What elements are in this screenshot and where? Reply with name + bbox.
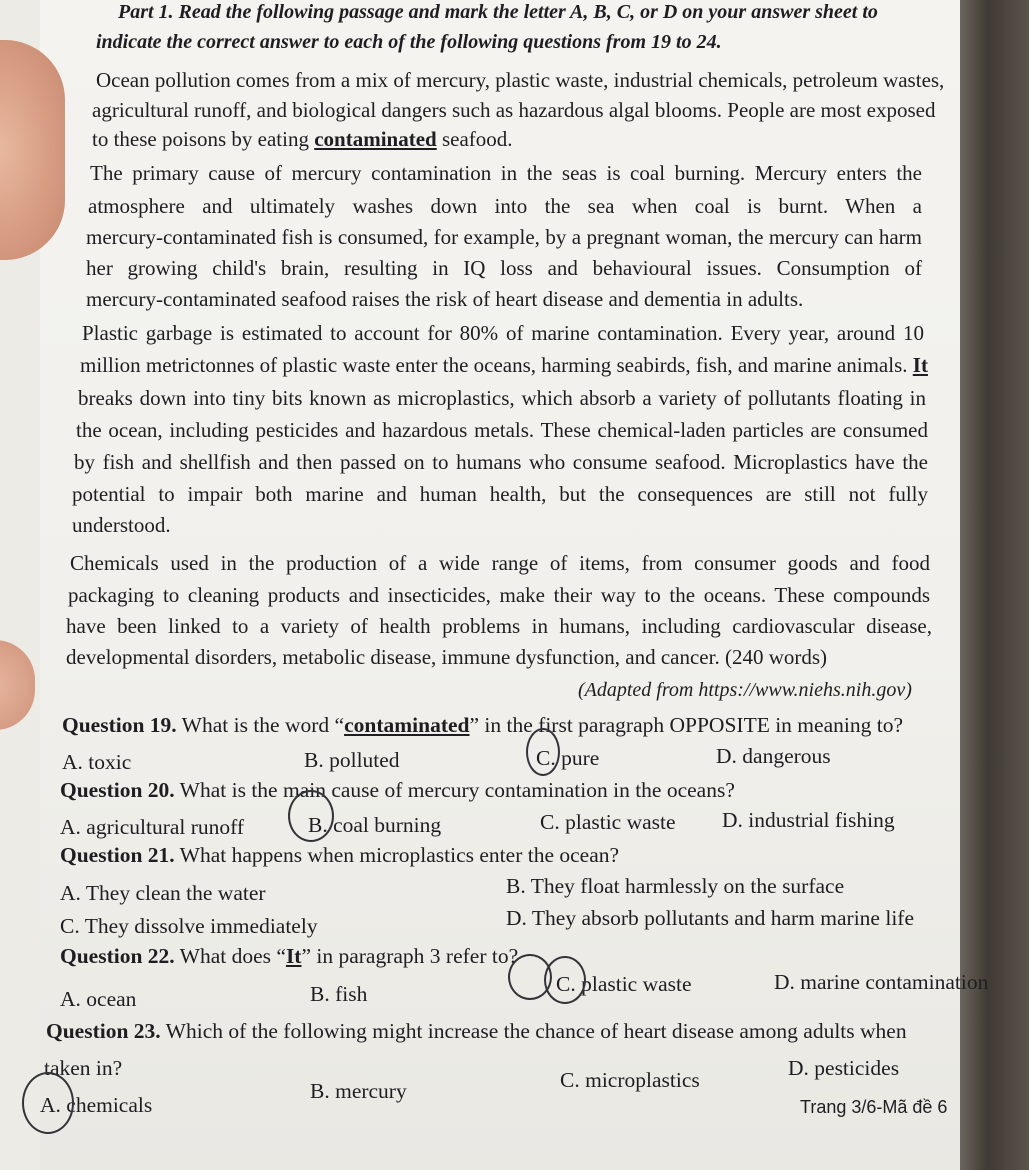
q23-option-b[interactable]: B. mercury — [310, 1079, 407, 1103]
q23-option-a[interactable]: A. chemicals — [40, 1093, 153, 1117]
p2-line-5: mercury-contaminated seafood raises the risk of heart disease and dementia in adults. — [86, 287, 804, 311]
q23-option-c[interactable]: C. microplastics — [560, 1068, 700, 1092]
question-22-text-post: ” in paragraph 3 refer to? — [301, 944, 519, 968]
question-20-text: What is the main cause of mercury contamination in the oceans? — [174, 778, 735, 802]
q22-option-c[interactable]: C. plastic waste — [556, 972, 692, 996]
q23-option-d[interactable]: D. pesticides — [788, 1056, 900, 1080]
part-title-line-2: indicate the correct answer to each of the following questions from 19 to 24. — [96, 31, 722, 53]
p1-line-1: Ocean pollution comes from a mix of mercury, plastic waste, industrial chemicals, petroleum wastes, — [96, 68, 945, 92]
question-19-keyword: contaminated — [344, 713, 470, 737]
p3-line-6: potential to impair both marine and human health, but the consequences are still not fully — [72, 482, 928, 506]
finger-holding-paper-lower — [0, 640, 35, 730]
q22-option-d[interactable]: D. marine contamination — [774, 970, 989, 994]
q22-option-a[interactable]: A. ocean — [60, 987, 137, 1011]
keyword-it: It — [912, 353, 928, 377]
question-22 — [60, 946, 518, 968]
p3-line-3: breaks down into tiny bits known as microplastics, which absorb a variety of pollutants floating in — [78, 386, 926, 410]
answer-circle-q20 — [288, 790, 334, 842]
question-23 — [46, 1021, 907, 1043]
p3-line-7: understood. — [72, 513, 171, 537]
p3-line-1: Plastic garbage is estimated to account for 80% of marine contamination. Every year, around 10 — [82, 321, 924, 345]
p4-line-2: packaging to cleaning products and insecticides, make their way to the oceans. These compounds — [68, 583, 930, 607]
p1-line-3 — [92, 129, 513, 150]
question-19-number: Question 19. — [62, 713, 177, 737]
answer-circle-q22 — [544, 956, 586, 1004]
question-20 — [60, 780, 735, 802]
question-20-number: Question 20. — [60, 778, 175, 802]
question-19-text-pre: What is the word “ — [176, 713, 345, 737]
finger-holding-paper — [0, 40, 65, 260]
question-21 — [60, 845, 619, 867]
q21-option-b[interactable]: B. They float harmlessly on the surface — [506, 874, 845, 898]
p2-line-4: her growing child's brain, resulting in IQ loss and behavioural issues. Consumption of — [86, 256, 922, 280]
question-21-text: What happens when microplastics enter the ocean? — [174, 843, 620, 867]
p3-line-2 — [80, 355, 926, 376]
question-22-text-pre: What does “ — [174, 944, 286, 968]
question-23-number: Question 23. — [46, 1019, 161, 1043]
p3-line-2-text: million metrictonnes of plastic waste enter the oceans, harming seabirds, fish, and marine animals. — [80, 353, 908, 377]
keyword-contaminated: contaminated — [314, 127, 437, 151]
p3-line-4: the ocean, including pesticides and hazardous metals. These chemical-laden particles are consumed — [76, 418, 928, 442]
page-footer: Trang 3/6-Mã đề 6 — [800, 1097, 948, 1117]
p2-line-2: atmosphere and ultimately washes down into the sea when coal is burnt. When a — [88, 194, 922, 218]
p4-line-3: have been linked to a variety of health problems in humans, including cardiovascular disease, — [66, 614, 932, 638]
p1-line-3-text: to these poisons by eating — [92, 127, 309, 151]
q20-option-a[interactable]: A. agricultural runoff — [60, 815, 245, 839]
part-title-line-1: Part 1. Read the following passage and mark the letter A, B, C, or D on your answer sheet to — [118, 1, 878, 23]
q20-option-b[interactable]: B. coal burning — [308, 813, 442, 837]
q19-option-b[interactable]: B. polluted — [304, 748, 400, 772]
question-19-text-post: ” in the first paragraph OPPOSITE in meaning to? — [469, 713, 903, 737]
q21-option-c[interactable]: C. They dissolve immediately — [60, 914, 318, 938]
question-19 — [62, 715, 903, 737]
p2-line-1: The primary cause of mercury contamination in the seas is coal burning. Mercury enters the — [90, 161, 922, 185]
p4-line-4: developmental disorders, metabolic disease, immune dysfunction, and cancer. (240 words) — [66, 645, 828, 669]
source-citation: (Adapted from https://www.niehs.nih.gov) — [578, 679, 912, 701]
q19-option-d[interactable]: D. dangerous — [716, 744, 831, 768]
p2-line-3: mercury-contaminated fish is consumed, for example, by a pregnant woman, the mercury can harm — [86, 225, 922, 249]
question-21-number: Question 21. — [60, 843, 175, 867]
p1-line-2: agricultural runoff, and biological dangers such as hazardous algal blooms. People are most exposed — [92, 98, 936, 122]
question-22-number: Question 22. — [60, 944, 175, 968]
p1-line-3-tail: seafood. — [436, 127, 513, 151]
p4-line-1: Chemicals used in the production of a wide range of items, from consumer goods and food — [70, 551, 930, 575]
q21-option-a[interactable]: A. They clean the water — [60, 881, 266, 905]
q19-option-c[interactable]: C. pure — [536, 746, 600, 770]
q19-option-a[interactable]: A. toxic — [62, 750, 132, 774]
question-22-keyword: It — [285, 944, 302, 968]
answer-circle-q19 — [526, 728, 560, 776]
question-23-text: Which of the following might increase the chance of heart disease among adults when — [160, 1019, 907, 1043]
q20-option-c[interactable]: C. plastic waste — [540, 810, 676, 834]
q21-option-d[interactable]: D. They absorb pollutants and harm marine life — [506, 906, 914, 930]
answer-circle-q23 — [22, 1072, 74, 1134]
p3-line-5: by fish and shellfish and then passed on to humans who consume seafood. Microplastics have the — [74, 450, 928, 474]
q22-option-b[interactable]: B. fish — [310, 982, 368, 1006]
question-23-text-line-2: taken in? — [44, 1056, 123, 1080]
q20-option-d[interactable]: D. industrial fishing — [722, 808, 895, 832]
